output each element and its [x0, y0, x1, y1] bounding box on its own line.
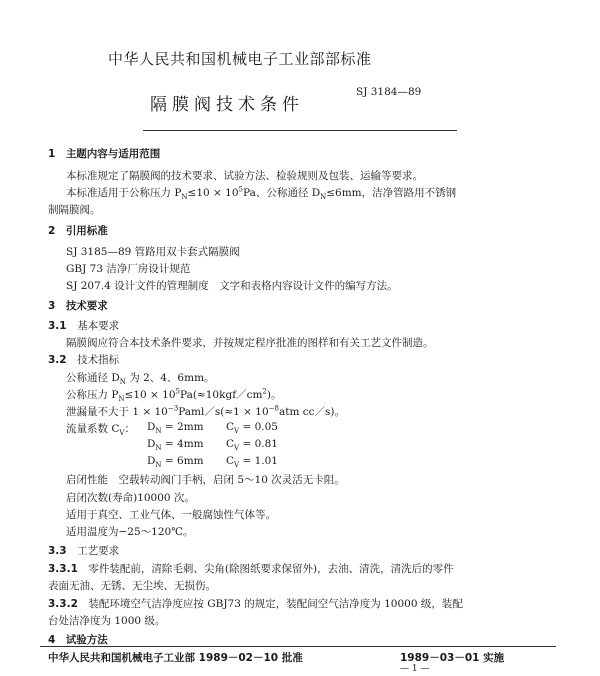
footer-rule — [40, 646, 556, 647]
reference-item: SJ 3185—89 管路用双卡套式隔膜阀 — [66, 246, 240, 258]
section-2-heading: 2 引用标准 — [48, 225, 108, 237]
applicable-temperature: 适用温度为−25～120℃。 — [66, 526, 194, 538]
nominal-pressure-spec: 公称压力 $P_N\le 10$ × $10^5Pa(\approx 10kgf/cm^2)$。 — [66, 387, 282, 404]
subsection-3-1-text: 隔膜阀应符合本技术条件要求，并按规定程序批准的图样和有关工艺文件制造。 — [66, 337, 434, 349]
section-1-paragraph-2-cont: 制隔膜阀。 — [48, 204, 101, 216]
section-number: 1 — [48, 148, 56, 160]
flow-row-coefficient: $C_V = 1.01$ — [226, 455, 278, 470]
document-organization: 中华人民共和国机械电子工业部部标准 — [108, 50, 372, 68]
flow-coefficient-label: 流量系数 $C_V$： — [66, 423, 135, 438]
reference-item: SJ 207.4 设计文件的管理制度 文字和表格内容设计文件的编写方法。 — [66, 280, 398, 292]
subsection-3-3-1-text-cont: 表面无油、无锈、无尘埃、无损伤。 — [48, 580, 216, 592]
applicable-media: 适用于真空、工业气体、一般腐蚀性气体等。 — [66, 509, 276, 521]
subsection-3-2-heading: 3.2 技术指标 — [48, 354, 120, 366]
page-number: — 1 — — [400, 664, 430, 674]
flow-row-diameter: $D_N = 2mm$ — [147, 421, 204, 436]
subsection-3-3-2-text-cont: 台处洁净度为 1000 级。 — [48, 615, 166, 627]
subsection-3-3-2-text: 3.3.2 装配环境空气洁净度应按 GBJ73 的规定，装配间空气洁净度为 10000 级，装配 — [48, 598, 463, 610]
section-3-heading: 3 技术要求 — [48, 300, 108, 312]
section-title: 主题内容与适用范围 — [65, 148, 161, 160]
section-1-paragraph-1: 本标准规定了隔膜阀的技术要求、试验方法、检验规则及包装、运输等要求。 — [66, 170, 423, 182]
header-rule — [143, 130, 457, 131]
open-close-performance: 启闭性能 空载转动阀门手柄，启闭 5～10 次灵活无卡阻。 — [66, 474, 345, 486]
nominal-diameter-spec: 公称通径 $D_N$ 为 2、4、6mm。 — [66, 372, 215, 387]
flow-row-coefficient: $C_V = 0.81$ — [226, 438, 278, 453]
section-4-heading: 4 试验方法 — [48, 634, 108, 646]
flow-row-diameter: $D_N = 6mm$ — [147, 455, 204, 470]
subsection-3-3-heading: 3.3 工艺要求 — [48, 545, 120, 557]
section-1-paragraph-2: 本标准适用于公称压力 $P_N\le 10 \times 10^5Pa$、公称通径 $D_N\le 6mm$，洁净管路用不锈钢 — [66, 185, 457, 202]
open-close-life: 启闭次数(寿命)10000 次。 — [66, 492, 195, 504]
approval-line: 中华人民共和国机械电子工业部 1989－02－10 批准 — [48, 652, 303, 664]
reference-item: GBJ 73 洁净厂房设计规范 — [66, 263, 191, 275]
document-title: 隔膜阀技术条件 — [150, 95, 304, 115]
section-1-heading — [48, 146, 160, 161]
subsection-3-3-1-text: 3.3.1 零件装配前，清除毛刺、尖角(除图纸要求保留外)，去油、清洗，清洗后的零件 — [48, 563, 454, 575]
standard-code: SJ 3184—89 — [356, 86, 422, 98]
subsection-3-1-heading: 3.1 基本要求 — [48, 320, 120, 332]
flow-row-diameter: $D_N = 4mm$ — [147, 438, 204, 453]
flow-row-coefficient: $C_V = 0.05$ — [226, 421, 278, 436]
leakage-spec: 泄漏量不大于 $1 \times 10^{-3}Paml/s(\approx 1 \times 10^{-8}atm$ cc／s)。 — [66, 404, 346, 418]
implementation-date: 1989－03－01 实施 — [400, 652, 505, 664]
